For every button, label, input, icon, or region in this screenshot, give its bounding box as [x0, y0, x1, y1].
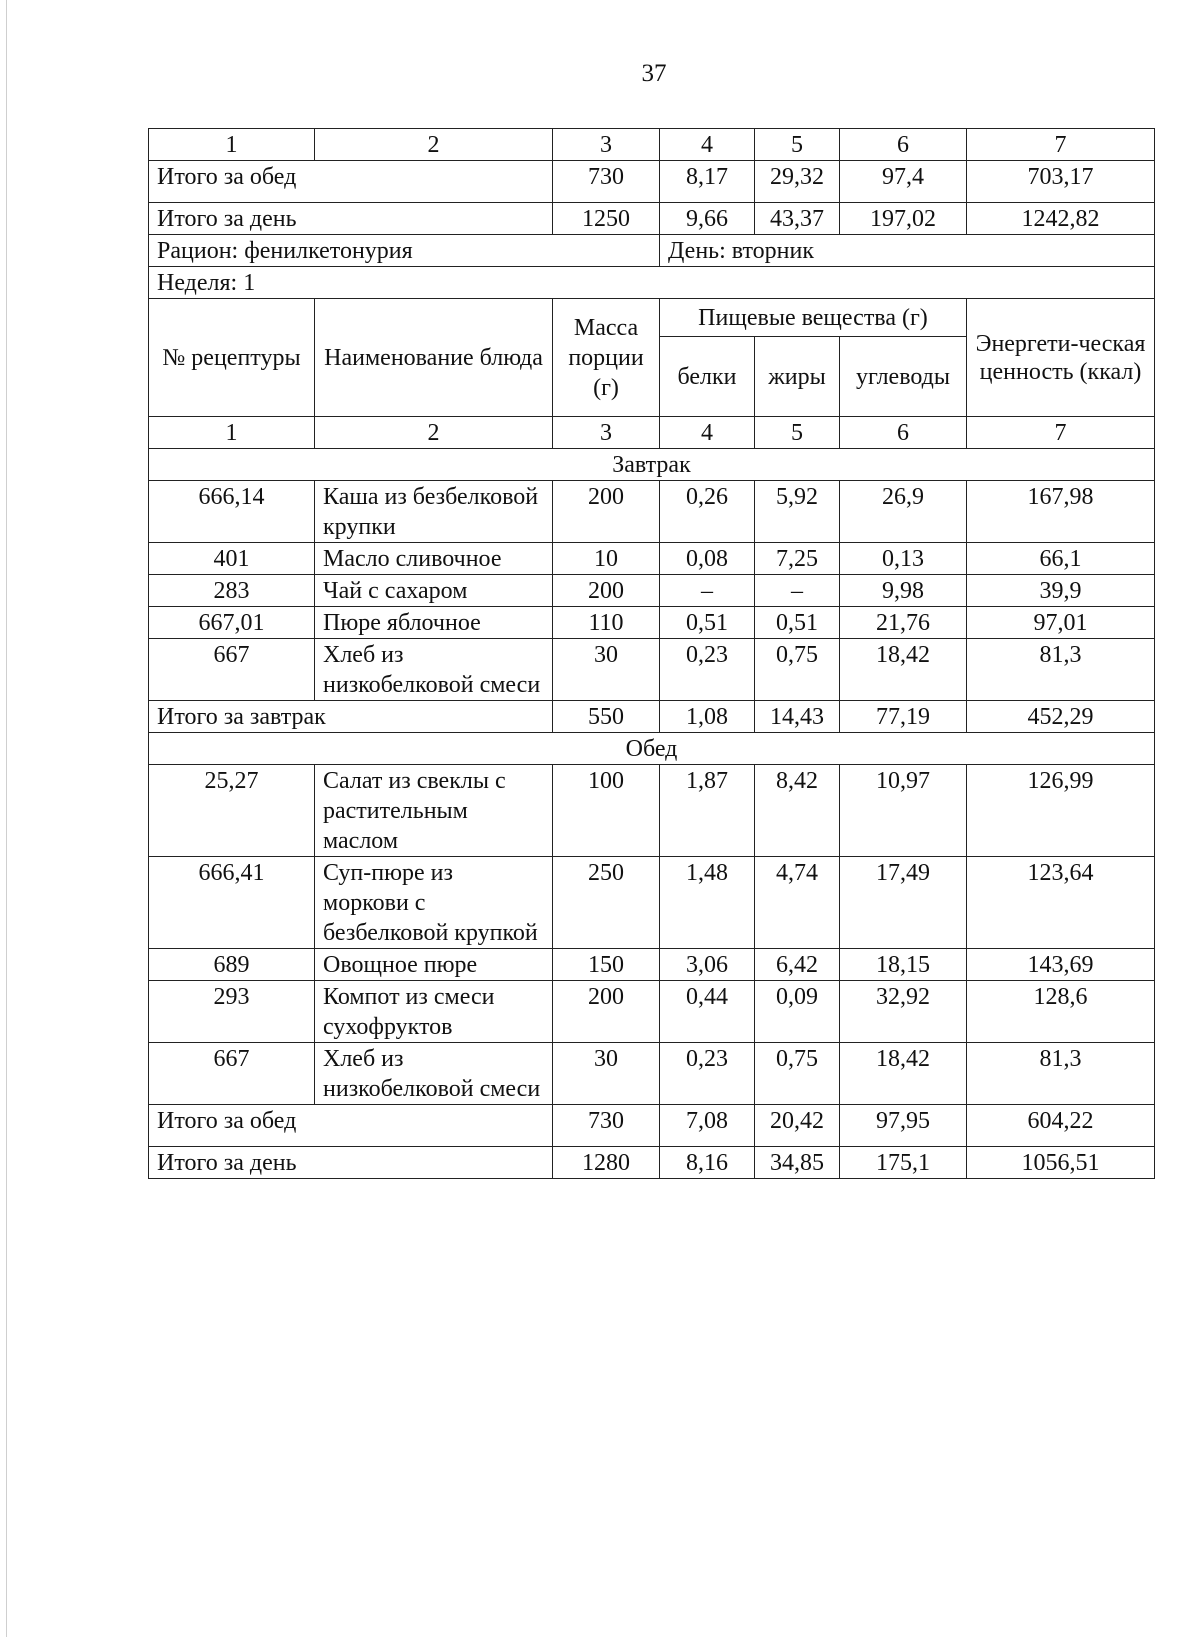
ration-label: Рацион: фенилкетонурия [149, 235, 660, 267]
energy-cell: 167,98 [967, 481, 1155, 543]
recipe-cell: 666,14 [149, 481, 315, 543]
header-fats: жиры [755, 337, 840, 417]
table-row [149, 575, 1155, 607]
carbs-cell: 175,1 [840, 1147, 967, 1179]
recipe-cell: 667 [149, 639, 315, 701]
energy-cell: 39,9 [967, 575, 1155, 607]
energy-cell: 1242,82 [967, 203, 1155, 235]
recipe-cell: 666,41 [149, 857, 315, 949]
energy-cell: 97,01 [967, 607, 1155, 639]
fats-cell: 0,75 [755, 639, 840, 701]
proteins-cell: 1,87 [660, 765, 755, 857]
dish-name-cell: Хлеб из низкобелковой смеси [315, 1043, 553, 1105]
energy-cell: 703,17 [967, 161, 1155, 203]
carbs-cell: 21,76 [840, 607, 967, 639]
fats-cell: 6,42 [755, 949, 840, 981]
dish-name-cell: Суп-пюре из моркови с безбелковой крупкой [315, 857, 553, 949]
fats-cell: 0,51 [755, 607, 840, 639]
carbs-cell: 18,15 [840, 949, 967, 981]
carbs-cell: 17,49 [840, 857, 967, 949]
proteins-cell: 1,48 [660, 857, 755, 949]
header-recipe-no: № рецептуры [149, 299, 315, 417]
mass-cell: 1250 [553, 203, 660, 235]
header-nutrients: Пищевые вещества (г) [660, 299, 967, 337]
recipe-cell: 283 [149, 575, 315, 607]
table-row [149, 481, 1155, 543]
mass-cell: 550 [553, 701, 660, 733]
energy-cell: 123,64 [967, 857, 1155, 949]
energy-cell: 604,22 [967, 1105, 1155, 1147]
top-column-numbers-row [149, 129, 1155, 161]
column-numbers-row [149, 417, 1155, 449]
prev-day-total-row [149, 203, 1155, 235]
fats-cell: 34,85 [755, 1147, 840, 1179]
total-label: Итого за обед [149, 161, 553, 203]
col-number-cell: 3 [553, 129, 660, 161]
col-number-cell: 4 [660, 417, 755, 449]
carbs-cell: 18,42 [840, 1043, 967, 1105]
recipe-cell: 689 [149, 949, 315, 981]
mass-cell: 730 [553, 161, 660, 203]
fats-cell: 7,25 [755, 543, 840, 575]
dish-name-cell: Чай с сахаром [315, 575, 553, 607]
proteins-cell: 1,08 [660, 701, 755, 733]
proteins-cell: 9,66 [660, 203, 755, 235]
col-number-cell: 1 [149, 129, 315, 161]
mass-cell: 200 [553, 981, 660, 1043]
proteins-cell: 0,23 [660, 639, 755, 701]
carbs-cell: 9,98 [840, 575, 967, 607]
carbs-cell: 97,4 [840, 161, 967, 203]
table-row [149, 949, 1155, 981]
fats-cell: 0,09 [755, 981, 840, 1043]
fats-cell: 43,37 [755, 203, 840, 235]
col-number-cell: 1 [149, 417, 315, 449]
dish-name-cell: Овощное пюре [315, 949, 553, 981]
fats-cell: 5,92 [755, 481, 840, 543]
recipe-cell: 293 [149, 981, 315, 1043]
header-dish-name: Наименование блюда [315, 299, 553, 417]
proteins-cell: 0,26 [660, 481, 755, 543]
col-number-cell: 7 [967, 129, 1155, 161]
carbs-cell: 10,97 [840, 765, 967, 857]
section-title-lunch: Обед [149, 733, 1155, 765]
header-row-top [149, 299, 1155, 337]
energy-cell: 81,3 [967, 639, 1155, 701]
day-total-row [149, 1147, 1155, 1179]
carbs-cell: 77,19 [840, 701, 967, 733]
proteins-cell: 8,16 [660, 1147, 755, 1179]
recipe-cell: 401 [149, 543, 315, 575]
recipe-cell: 667 [149, 1043, 315, 1105]
carbs-cell: 0,13 [840, 543, 967, 575]
recipe-cell: 667,01 [149, 607, 315, 639]
fats-cell: 20,42 [755, 1105, 840, 1147]
proteins-cell: 7,08 [660, 1105, 755, 1147]
col-number-cell: 2 [315, 129, 553, 161]
table-row [149, 981, 1155, 1043]
proteins-cell: – [660, 575, 755, 607]
energy-cell: 128,6 [967, 981, 1155, 1043]
lunch-section-row [149, 733, 1155, 765]
carbs-cell: 32,92 [840, 981, 967, 1043]
proteins-cell: 0,51 [660, 607, 755, 639]
proteins-cell: 3,06 [660, 949, 755, 981]
header-energy: Энергети-ческая ценность (ккал) [967, 299, 1155, 417]
table-row [149, 543, 1155, 575]
col-number-cell: 6 [840, 417, 967, 449]
energy-cell: 81,3 [967, 1043, 1155, 1105]
energy-cell: 143,69 [967, 949, 1155, 981]
lunch-total-row [149, 1105, 1155, 1147]
proteins-cell: 0,44 [660, 981, 755, 1043]
table-row [149, 857, 1155, 949]
page-number: 37 [641, 60, 667, 87]
scan-edge-line [6, 0, 7, 1637]
col-number-cell: 6 [840, 129, 967, 161]
table-row [149, 765, 1155, 857]
energy-cell: 66,1 [967, 543, 1155, 575]
mass-cell: 200 [553, 481, 660, 543]
dish-name-cell: Каша из безбелковой крупки [315, 481, 553, 543]
mass-cell: 30 [553, 639, 660, 701]
week-row [149, 267, 1155, 299]
carbs-cell: 18,42 [840, 639, 967, 701]
table-row [149, 1043, 1155, 1105]
total-label: Итого за завтрак [149, 701, 553, 733]
mass-cell: 10 [553, 543, 660, 575]
fats-cell: 4,74 [755, 857, 840, 949]
col-number-cell: 4 [660, 129, 755, 161]
col-number-cell: 5 [755, 129, 840, 161]
breakfast-total-row [149, 701, 1155, 733]
mass-cell: 110 [553, 607, 660, 639]
carbs-cell: 26,9 [840, 481, 967, 543]
total-label: Итого за день [149, 203, 553, 235]
header-carbs: углеводы [840, 337, 967, 417]
carbs-cell: 97,95 [840, 1105, 967, 1147]
proteins-cell: 8,17 [660, 161, 755, 203]
fats-cell: 14,43 [755, 701, 840, 733]
mass-cell: 1280 [553, 1147, 660, 1179]
day-label: День: вторник [660, 235, 1155, 267]
mass-cell: 30 [553, 1043, 660, 1105]
col-number-cell: 3 [553, 417, 660, 449]
dish-name-cell: Масло сливочное [315, 543, 553, 575]
dish-name-cell: Компот из смеси сухофруктов [315, 981, 553, 1043]
dish-name-cell: Пюре яблочное [315, 607, 553, 639]
recipe-cell: 25,27 [149, 765, 315, 857]
breakfast-section-row [149, 449, 1155, 481]
mass-cell: 150 [553, 949, 660, 981]
header-portion-mass: Масса порции (г) [553, 299, 660, 417]
col-number-cell: 5 [755, 417, 840, 449]
dish-name-cell: Хлеб из низкобелковой смеси [315, 639, 553, 701]
table-row [149, 607, 1155, 639]
mass-cell: 100 [553, 765, 660, 857]
section-title-breakfast: Завтрак [149, 449, 1155, 481]
total-label: Итого за обед [149, 1105, 553, 1147]
fats-cell: 0,75 [755, 1043, 840, 1105]
table-row [149, 639, 1155, 701]
mass-cell: 730 [553, 1105, 660, 1147]
fats-cell: 29,32 [755, 161, 840, 203]
week-label: Неделя: 1 [149, 267, 1155, 299]
fats-cell: – [755, 575, 840, 607]
mass-cell: 200 [553, 575, 660, 607]
ration-row [149, 235, 1155, 267]
energy-cell: 1056,51 [967, 1147, 1155, 1179]
col-number-cell: 7 [967, 417, 1155, 449]
proteins-cell: 0,08 [660, 543, 755, 575]
energy-cell: 452,29 [967, 701, 1155, 733]
menu-table [148, 128, 1155, 1179]
prev-lunch-total-row [149, 161, 1155, 203]
carbs-cell: 197,02 [840, 203, 967, 235]
col-number-cell: 2 [315, 417, 553, 449]
fats-cell: 8,42 [755, 765, 840, 857]
mass-cell: 250 [553, 857, 660, 949]
header-proteins: белки [660, 337, 755, 417]
proteins-cell: 0,23 [660, 1043, 755, 1105]
total-label: Итого за день [149, 1147, 553, 1179]
energy-cell: 126,99 [967, 765, 1155, 857]
dish-name-cell: Салат из свеклы с растительным маслом [315, 765, 553, 857]
